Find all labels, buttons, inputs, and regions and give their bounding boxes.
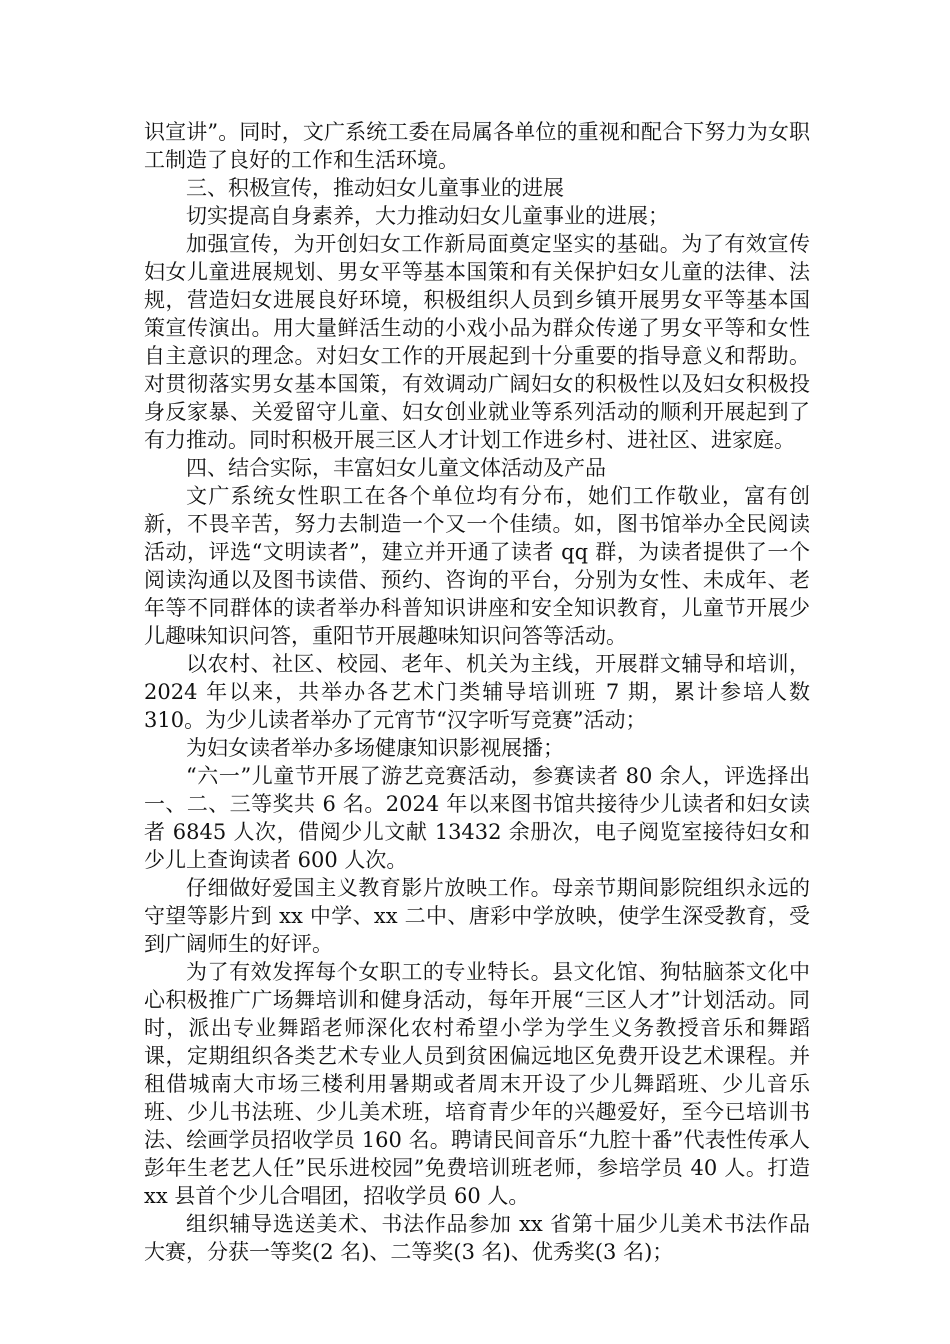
document-page	[144, 118, 810, 1266]
paragraph: 切实提高自身素养，大力推动妇女儿童事业的进展；	[186, 204, 669, 228]
paragraph: “六一”儿童节开展了游艺竞赛活动，参赛读者 80 余人，评选择出一、二、三等奖共 6 名。2024 年以来图书馆共接待少儿读者和妇女读者 6845 人次，借阅少儿文献 13432 余册次，电子阅览室接待妇女和少儿上查询读者 600 人次。	[144, 764, 810, 872]
paragraph: 为了有效发挥每个女职工的专业特长。县文化馆、狗牯脑茶文化中心积极推广广场舞培训和健身活动，每年开展“三区人才”计划活动。同时，派出专业舞蹈老师深化农村希望小学为学生义务教授音乐和舞蹈课，定期组织各类艺术专业人员到贫困偏远地区免费开设艺术课程。并租借城南大市场三楼利用暑期或者周末开设了少儿舞蹈班、少儿音乐班、少儿书法班、少儿美术班，培育青少年的兴趣爱好，至今已培训书法、绘画学员招收学员 160 名。聘请民间音乐“九腔十番”代表性传承人彭年生老艺人任”民乐进校园”免费培训班老师，参培学员 40 人。打造 xx 县首个少儿合唱团，招收学员 60 人。	[144, 960, 810, 1208]
paragraph-continuation: 识宣讲”。同时，文广系统工委在局属各单位的重视和配合下努力为女职工制造了良好的工作和生活环境。	[144, 120, 810, 172]
section-heading-3: 三、积极宣传，推动妇女儿童事业的进展	[186, 176, 564, 200]
paragraph: 组织辅导选送美术、书法作品参加 xx 省第十届少儿美术书法作品大赛，分获一等奖(2 名)、二等奖(3 名)、优秀奖(3 名)；	[144, 1212, 810, 1264]
paragraph: 加强宣传，为开创妇女工作新局面奠定坚实的基础。为了有效宣传妇女儿童进展规划、男女平等基本国策和有关保护妇女儿童的法律、法规，营造妇女进展良好环境，积极组织人员到乡镇开展男女平等基本国策宣传演出。用大量鲜活生动的小戏小品为群众传递了男女平等和女性自主意识的理念。对妇女工作的开展起到十分重要的指导意义和帮助。对贯彻落实男女基本国策，有效调动广阔妇女的积极性以及妇女积极投身反家暴、关爱留守儿童、妇女创业就业等系列活动的顺利开展起到了有力推动。同时积极开展三区人才计划工作进乡村、进社区、进家庭。	[144, 232, 810, 452]
paragraph: 以农村、社区、校园、老年、机关为主线，开展群文辅导和培训，2024 年以来，共举办各艺术门类辅导培训班 7 期，累计参培人数 310。为少儿读者举办了元宵节“汉字听写竞赛”活动；	[144, 652, 810, 732]
paragraph: 仔细做好爱国主义教育影片放映工作。母亲节期间影院组织永远的守望等影片到 xx 中学、xx 二中、唐彩中学放映，使学生深受教育，受到广阔师生的好评。	[144, 876, 810, 956]
paragraph: 为妇女读者举办多场健康知识影视展播；	[186, 736, 564, 760]
paragraph: 文广系统女性职工在各个单位均有分布，她们工作敬业，富有创新，不畏辛苦，努力去制造一个又一个佳绩。如，图书馆举办全民阅读活动，评选“文明读者”，建立并开通了读者 qq 群，为读者提供了一个阅读沟通以及图书读借、预约、咨询的平台，分别为女性、未成年、老年等不同群体的读者举办科普知识讲座和安全知识教育，儿童节开展少儿趣味知识问答，重阳节开展趣味知识问答等活动。	[144, 484, 810, 648]
section-heading-4: 四、结合实际，丰富妇女儿童文体活动及产品	[186, 456, 606, 480]
